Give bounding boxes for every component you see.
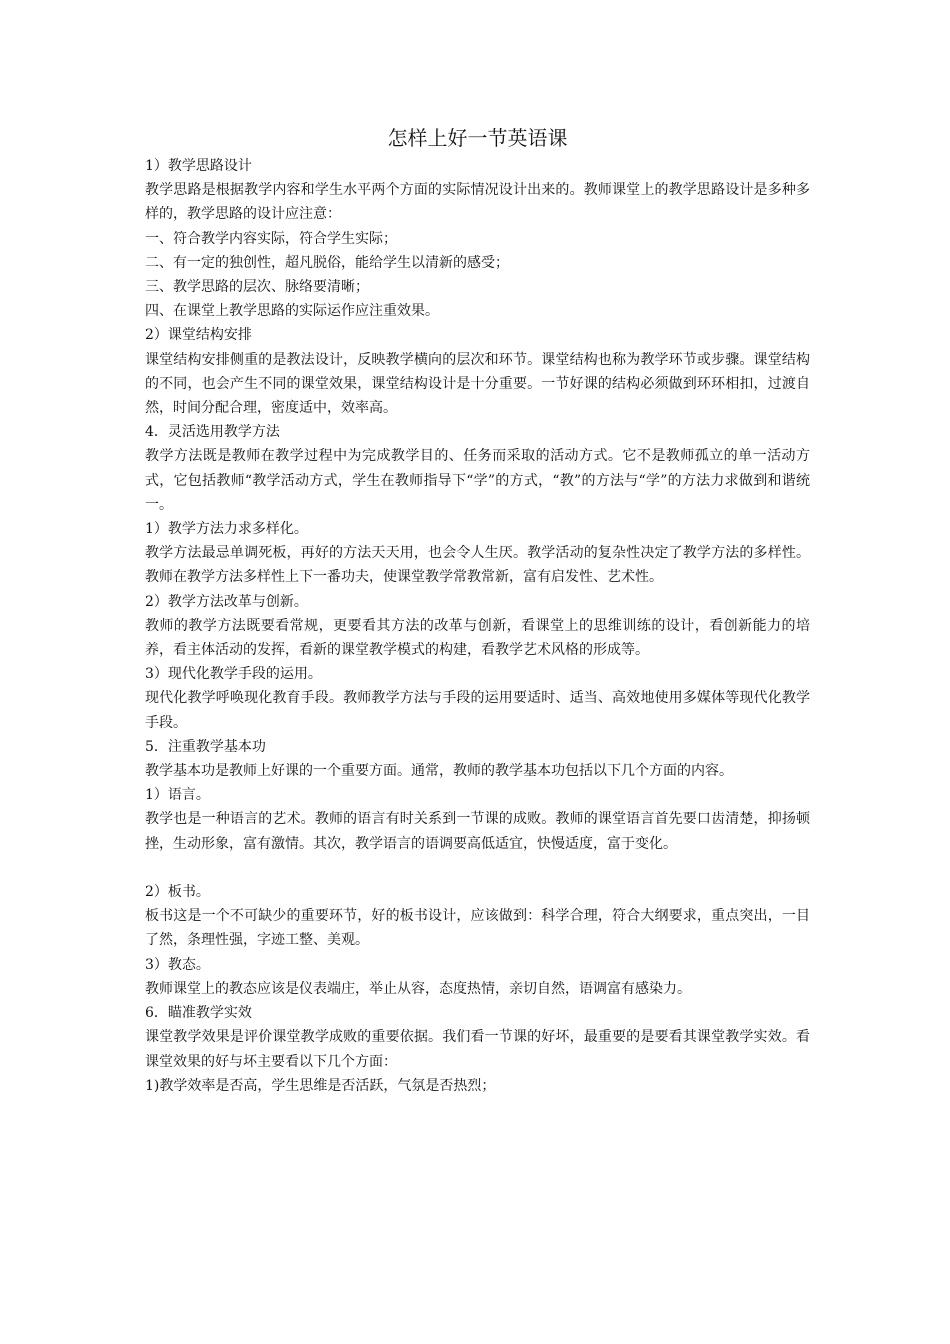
paragraph: 4．灵活选用教学方法 <box>145 424 280 441</box>
paragraph: 2）教学方法改革与创新。 <box>145 593 308 610</box>
paragraph: 一、符合教学内容实际，符合学生实际； <box>145 230 397 247</box>
paragraph: 教师课堂上的教态应该是仪表端庄，举止从容，态度热情，亲切自然，语调富有感染力。 <box>145 980 691 997</box>
paragraph: 现代化教学呼唤现化教育手段。教师教学方法与手段的运用要适时、适当、高效地使用多媒体等现代化教学手段。 <box>145 690 810 731</box>
paragraph: 四、在课堂上教学思路的实际运作应注重效果。 <box>145 303 439 320</box>
paragraph: 1）教学方法力求多样化。 <box>145 521 308 538</box>
paragraph: 1)教学效率是否高，学生思维是否活跃，气氛是否热烈； <box>145 1077 496 1094</box>
paragraph: 二、有一定的独创性，超凡脱俗，能给学生以清新的感受； <box>145 254 509 271</box>
paragraph: 1）教学思路设计 <box>145 158 252 174</box>
paragraph: 板书这是一个不可缺少的重要环节，好的板书设计，应该做到：科学合理，符合大纲要求，重点突出，一目了然，条理性强，字迹工整、美观。 <box>145 908 810 949</box>
paragraph: 2）板书。 <box>145 884 210 901</box>
paragraph: 教学也是一种语言的艺术。教师的语言有时关系到一节课的成败。教师的课堂语言首先要口齿清楚，抑扬顿挫，生动形象，富有激情。其次，教学语言的语调要高低适宜，快慢适度，富于变化。 <box>145 811 810 852</box>
paragraph: 教师的教学方法既要看常规，更要看其方法的改革与创新，看课堂上的思维训练的设计，看创新能力的培养，看主体活动的发挥，看新的课堂教学模式的构建，看教学艺术风格的形成等。 <box>145 617 810 659</box>
paragraph: 3）现代化教学手段的运用。 <box>145 666 322 683</box>
document-page <box>145 122 810 1098</box>
paragraph: 5．注重教学基本功 <box>145 738 266 755</box>
document-title: 怎样上好一节英语课 <box>387 126 568 150</box>
paragraph: 课堂结构安排侧重的是教法设计，反映教学横向的层次和环节。课堂结构也称为教学环节或步骤。课堂结构的不同，也会产生不同的课堂效果，课堂结构设计是十分重要。一节好课的结构必须做到环环相扣，过渡自然，时间分配合理，密度适中，效率高。 <box>145 351 810 417</box>
paragraph: 3）教态。 <box>145 956 210 973</box>
paragraph: 6．瞄准教学实效 <box>145 1005 252 1022</box>
paragraph: 1）语言。 <box>145 787 210 804</box>
blank-line <box>145 856 810 880</box>
document-body <box>145 154 810 1098</box>
paragraph: 课堂教学效果是评价课堂教学成败的重要依据。我们看一节课的好坏，最重要的是要看其课堂教学实效。看课堂效果的好与坏主要看以下几个方面： <box>145 1029 810 1070</box>
paragraph: 教学方法既是教师在教学过程中为完成教学目的、任务而采取的活动方式。它不是教师孤立的单一活动方式，它包括教师“教学活动方式，学生在教师指导下“学”的方式，“教”的方法与“学”的方法力求做到和谐统一。 <box>145 448 810 513</box>
paragraph: 2）课堂结构安排 <box>145 327 252 344</box>
paragraph: 三、教学思路的层次、脉络要清晰； <box>145 279 369 296</box>
paragraph: 教学思路是根据教学内容和学生水平两个方面的实际情况设计出来的。教师课堂上的教学思路设计是多种多样的，教学思路的设计应注意： <box>145 182 810 223</box>
paragraph: 教学方法最忌单调死板，再好的方法天天用，也会令人生厌。教学活动的复杂性决定了教学方法的多样性。教师在教学方法多样性上下一番功夫，使课堂教学常教常新，富有启发性、艺术性。 <box>145 545 810 586</box>
paragraph: 教学基本功是教师上好课的一个重要方面。通常，教师的教学基本功包括以下几个方面的内容。 <box>145 763 733 780</box>
